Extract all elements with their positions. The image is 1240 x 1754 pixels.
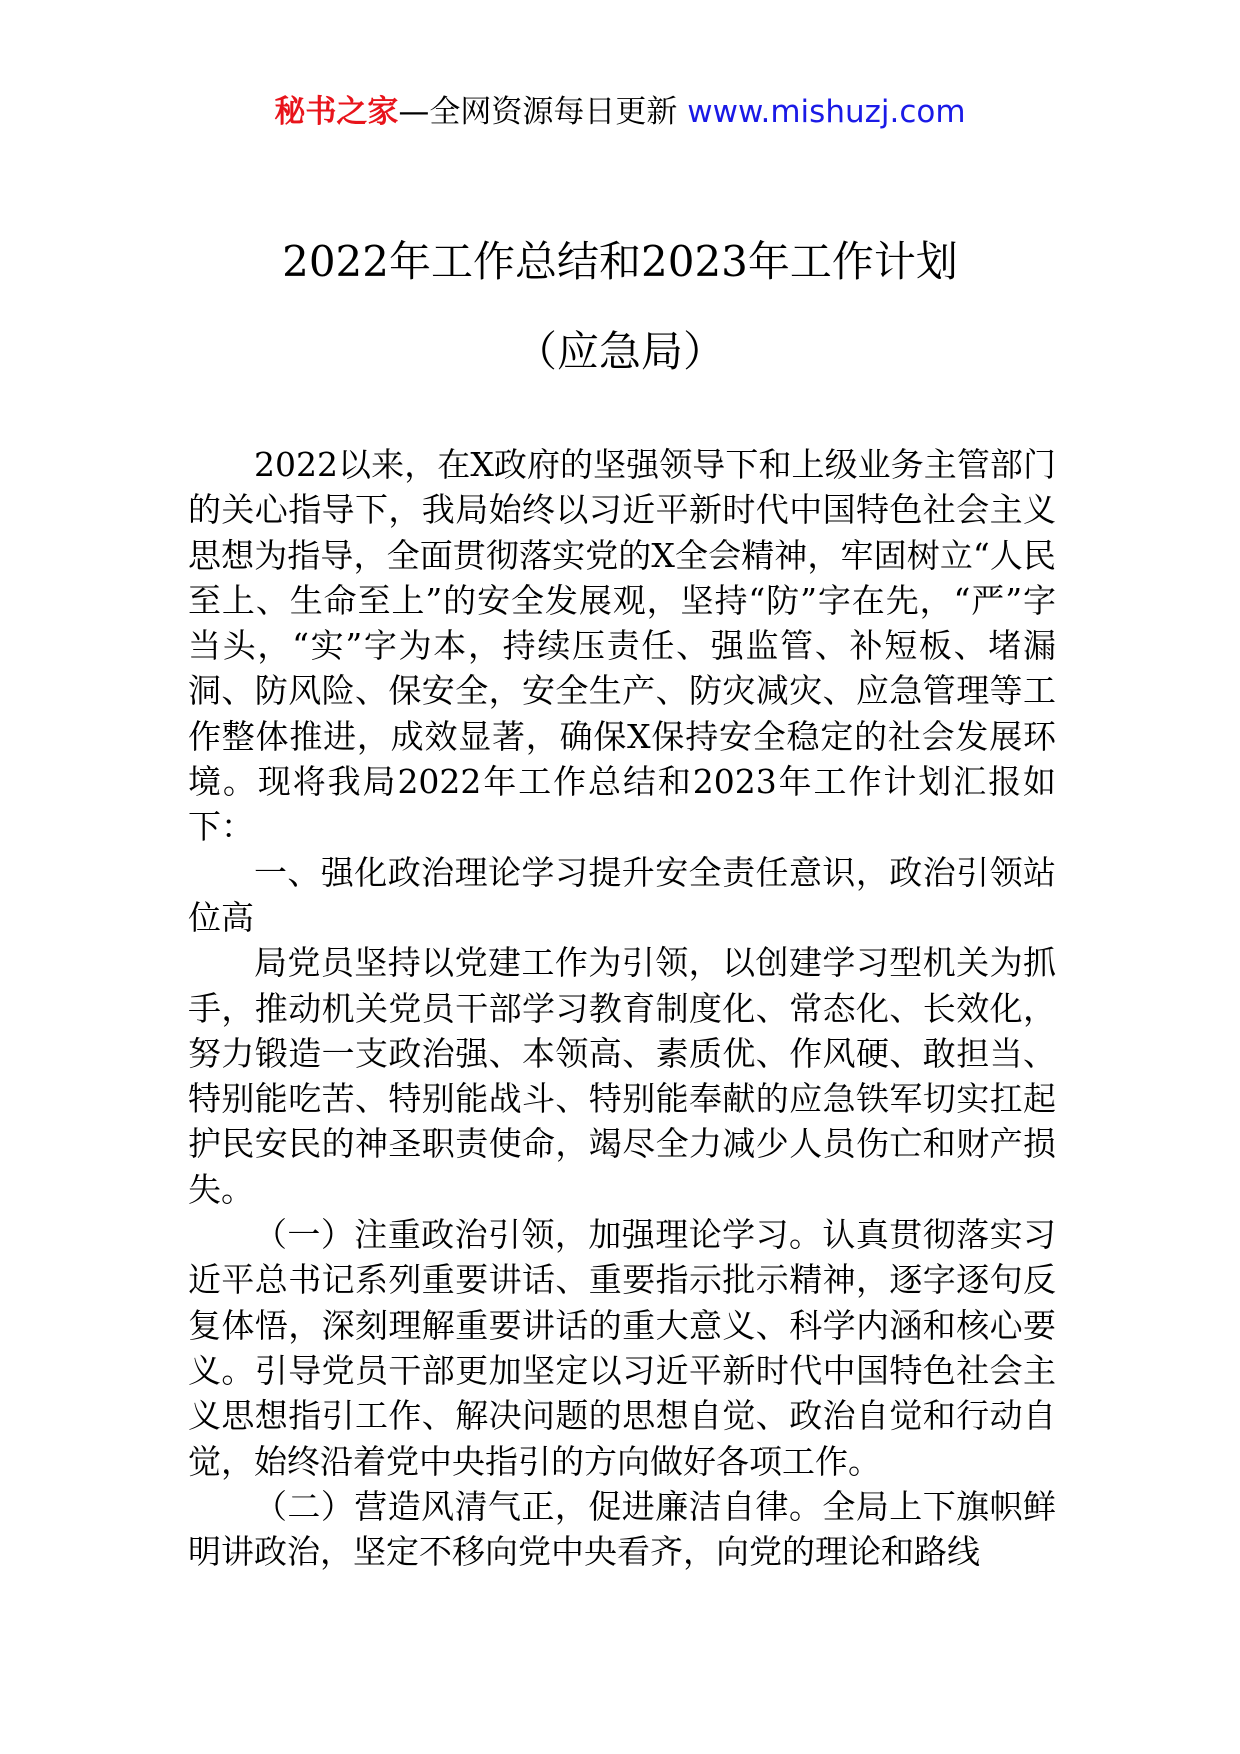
site-url-link[interactable]: www.mishuzj.com [687,94,966,130]
subsection-one-paragraph: （一）注重政治引领，加强理论学习。认真贯彻落实习近平总书记系列重要讲话、重要指示批示精神，逐字逐句反复体悟，深刻理解重要讲话的重大意义、科学内涵和核心要义。引导党员干部更加坚定以习近平新时代中国特色社会主义思想指引工作、解决问题的思想自觉、政治自觉和行动自觉，始终沿着党中央指引的方向做好各项工作。 [188,1215,1056,1481]
brand-name: 秘书之家 [274,94,399,130]
site-header [0,90,1240,134]
header-slogan: —全网资源每日更新 [398,94,678,130]
section-heading: 一、强化政治理论学习提升安全责任意识，政治引领站位高 [188,852,1056,937]
section-paragraph: 局党员坚持以党建工作为引领，以创建学习型机关为抓手，推动机关党员干部学习教育制度化、常态化、长效化，努力锻造一支政治强、本领高、素质优、作风硬、敢担当、特别能吃苦、特别能战斗、特别能奉献的应急铁军切实扛起护民安民的神圣职责使命，竭尽全力减少人员伤亡和财产损失。 [188,943,1056,1209]
document-body [188,442,1056,1574]
document-subtitle: （应急局） [514,327,725,376]
subsection-two-paragraph: （二）营造风清气正，促进廉洁自律。全局上下旗帜鲜明讲政治，坚定不移向党中央看齐，向党的理论和路线 [188,1486,1056,1572]
intro-paragraph: 2022以来，在X政府的坚强领导下和上级业务主管部门的关心指导下，我局始终以习近平新时代中国特色社会主义思想为指导，全面贯彻落实党的X全会精神，牢固树立“人民至上、生命至上”的安全发展观，坚持“防”字在先，“严”字当头，“实”字为本，持续压责任、强监管、补短板、堵漏洞、防风险、保安全，安全生产、防灾减灾、应急管理等工作整体推进，成效显著，确保X保持安全稳定的社会发展环境。现将我局2022年工作总结和2023年工作计划汇报如下： [188,445,1056,847]
document-title: 2022年工作总结和2023年工作计划 [282,237,958,286]
